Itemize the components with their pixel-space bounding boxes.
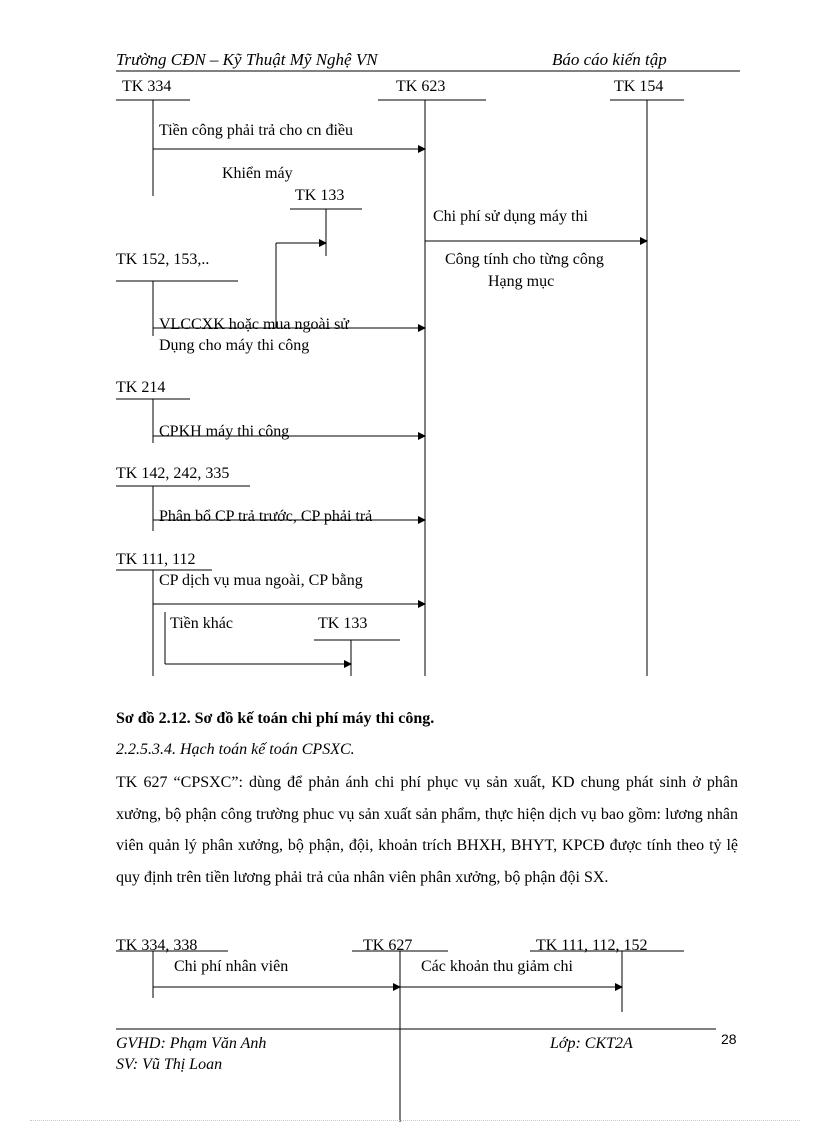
label-cpkh: CPKH máy thi công xyxy=(159,423,290,440)
label-dung-cho: Dụng cho máy thi công xyxy=(159,337,310,354)
tk154-label: TK 154 xyxy=(614,78,664,95)
tk623-label: TK 623 xyxy=(396,78,446,95)
page-number: 28 xyxy=(721,1031,737,1047)
footer-class: Lớp: CKT2A xyxy=(550,1035,633,1052)
tk133-bottom-label: TK 133 xyxy=(318,615,368,632)
label-chi-phi-su-dung: Chi phí sử dụng máy thi xyxy=(433,208,588,225)
label-tien-khac: Tiền khác xyxy=(170,615,233,632)
tk214-label: TK 214 xyxy=(116,379,166,396)
diagram-caption: Sơ đồ 2.12. Sơ đồ kế toán chi phí máy thi công. xyxy=(116,710,435,727)
section-heading: 2.2.5.3.4. Hạch toán kế toán CPSXC. xyxy=(116,741,355,758)
tk142-label: TK 142, 242, 335 xyxy=(116,465,230,482)
tk334-label: TK 334 xyxy=(122,78,172,95)
page-bottom-dotted-rule xyxy=(30,1120,800,1121)
tk111-112-152-label: TK 111, 112, 152 xyxy=(536,937,648,954)
tk627-label: TK 627 xyxy=(363,937,413,954)
footer-sv: SV: Vũ Thị Loan xyxy=(116,1056,223,1073)
tk152-label: TK 152, 153,.. xyxy=(116,251,210,268)
label-tien-cong: Tiền công phải trả cho cn điều xyxy=(159,122,354,139)
label-cong-tinh: Công tính cho từng công xyxy=(445,251,604,268)
tk133-top-label: TK 133 xyxy=(295,187,345,204)
tk111-label: TK 111, 112 xyxy=(116,551,196,568)
body-paragraph: TK 627 “CPSXC”: dùng để phản ánh chi phí phục vụ sản xuất, KD chung phát sinh ở phân xưởng, bộ phận công trường phuc vụ sản xuất sản phẩm, thực hiện dịch vụ bao gồm: lương nhân viên quản lý phân xưởng, bộ phận, đội, khoản trích BHXH, BHYT, KPCĐ được tính theo tỷ lệ quy định trên tiền lương phải trả của nhân viên phân xưởng, bộ phận đội SX. xyxy=(116,774,738,886)
label-vlccxk: VLCCXK hoặc mua ngoài sử xyxy=(159,316,349,333)
header-school: Trường CĐN – Kỹ Thuật Mỹ Nghệ VN xyxy=(116,50,378,69)
label-khien-may: Khiển máy xyxy=(222,165,293,182)
header-report-title: Báo cáo kiến tập xyxy=(552,50,667,69)
footer-gvhd: GVHD: Phạm Văn Anh xyxy=(116,1035,267,1052)
label-phan-bo: Phân bổ CP trả trước, CP phải trả xyxy=(159,508,373,525)
label-hang-muc: Hạng mục xyxy=(488,273,555,290)
label-cp-dich-vu: CP dịch vụ mua ngoài, CP bằng xyxy=(159,572,363,589)
label-chi-phi-nhan-vien: Chi phí nhân viên xyxy=(174,958,289,975)
label-cac-khoan-thu: Các khoản thu giảm chi xyxy=(421,958,573,975)
tk334-338-label: TK 334, 338 xyxy=(116,937,198,954)
